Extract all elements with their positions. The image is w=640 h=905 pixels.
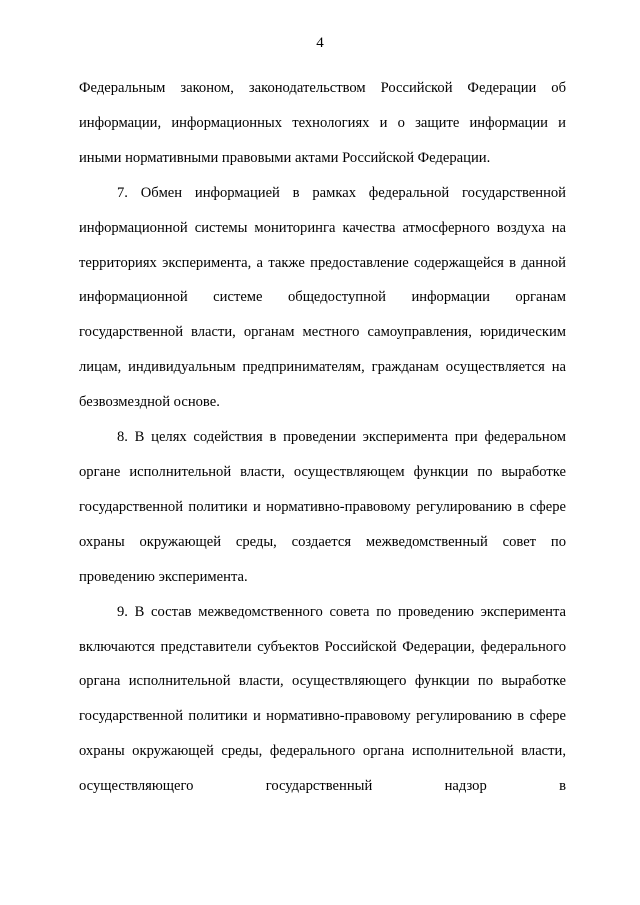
paragraph-8: 8. В целях содействия в проведении эксперимента при федеральном органе исполнительной власти, осуществляющем функции по выработке государственной политики и нормативно-правовому регулированию в сфере охраны окружающей среды, создается межведомственный совет по проведению эксперимента. <box>79 429 566 585</box>
paragraph-9: 9. В состав межведомственного совета по проведению эксперимента включаются представители субъектов Российской Федерации, федерального органа исполнительной власти, осуществляющего функции по выработке государственной политики и нормативно-правовому регулированию в сфере охраны окружающей среды, федерального органа исполнительной власти, осуществляющего государственный надзор в <box>79 603 566 795</box>
paragraph-7: 7. Обмен информацией в рамках федеральной государственной информационной системы мониторинга качества атмосферного воздуха на территориях эксперимента, а также предоставление содержащейся в данной информационной системе общедоступной информации органам государственной власти, органам местного самоуправления, юридическим лицам, индивидуальным предпринимателям, гражданам осуществляется на безвозмездной основе. <box>79 184 566 411</box>
page-number: 4 <box>316 35 324 51</box>
document-body <box>79 71 566 804</box>
paragraph-continuation: Федеральным законом, законодательством Российской Федерации об информации, информационных технологиях и о защите информации и иными нормативными правовыми актами Российской Федерации. <box>79 80 566 166</box>
